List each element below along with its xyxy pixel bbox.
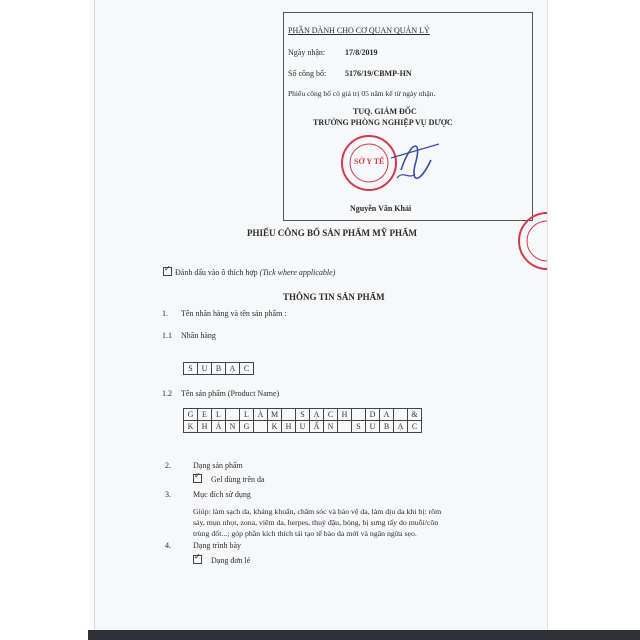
item3-line3: trùng đốt...; góp phần kích thích tái tạo tế bào da mới và ngăn ngừa sẹo. bbox=[193, 529, 417, 538]
item1-2-num: 1.2 bbox=[162, 389, 172, 398]
received-label: Ngày nhận: bbox=[288, 48, 326, 57]
item1-2-label: Tên sản phẩm (Product Name) bbox=[181, 389, 280, 398]
item3-line2: sảy, mụn nhọt, zona, viêm da, herpes, thuỷ đậu, bỏng, bị sưng tấy do muỗi/côn bbox=[193, 518, 439, 527]
item4-num: 4. bbox=[165, 541, 171, 550]
office-heading: PHẦN DÀNH CHO CƠ QUAN QUẢN LÝ bbox=[288, 26, 430, 35]
char-cell: M bbox=[268, 409, 282, 421]
number-label: Số công bố: bbox=[288, 69, 327, 78]
char-cell: C bbox=[324, 409, 338, 421]
char-cell: U bbox=[198, 363, 212, 375]
number-value: 5176/19/CBMP-HN bbox=[345, 69, 412, 78]
checkbox-icon bbox=[163, 267, 172, 276]
char-cell: U bbox=[366, 421, 380, 433]
product-name-grid bbox=[183, 408, 422, 433]
item4-option-text: Dạng đơn lẻ bbox=[211, 556, 251, 565]
document-page bbox=[94, 0, 548, 630]
char-cell: Ạ bbox=[394, 421, 408, 433]
signer-name: Nguyễn Văn Khải bbox=[350, 204, 412, 213]
stamp-label: SỞ Y TẾ bbox=[354, 157, 385, 166]
section-title: THÔNG TIN SẢN PHẨM bbox=[283, 292, 385, 302]
char-cell: Á bbox=[212, 421, 226, 433]
char-cell bbox=[394, 409, 408, 421]
item1-num: 1. bbox=[162, 309, 168, 318]
item4-label: Dạng trình bày bbox=[193, 541, 241, 550]
official-stamp-icon bbox=[331, 130, 441, 200]
signer-title-1: TUQ. GIÁM ĐỐC bbox=[353, 107, 417, 116]
checkbox-icon bbox=[193, 474, 202, 483]
char-cell: S bbox=[184, 363, 198, 375]
char-cell: D bbox=[366, 409, 380, 421]
char-cell bbox=[338, 421, 352, 433]
char-cell: & bbox=[408, 409, 422, 421]
char-cell: N bbox=[324, 421, 338, 433]
char-cell: N bbox=[226, 421, 240, 433]
item2-option-text: Gel dùng trên da bbox=[211, 475, 265, 484]
char-cell: Ạ bbox=[226, 363, 240, 375]
side-stamp-icon bbox=[515, 206, 547, 276]
char-cell: H bbox=[338, 409, 352, 421]
char-cell: Ẩ bbox=[310, 421, 324, 433]
item2-num: 2. bbox=[165, 461, 171, 470]
char-cell: G bbox=[184, 409, 198, 421]
char-cell: L bbox=[212, 409, 226, 421]
char-cell bbox=[352, 409, 366, 421]
char-cell: C bbox=[240, 363, 254, 375]
signer-title-2: TRƯỞNG PHÒNG NGHIỆP VỤ DƯỢC bbox=[313, 118, 453, 127]
char-cell: B bbox=[212, 363, 226, 375]
char-cell: L bbox=[240, 409, 254, 421]
item4-option bbox=[193, 555, 250, 565]
tick-note-en: (Tick where applicable) bbox=[259, 268, 336, 277]
char-cell: K bbox=[268, 421, 282, 433]
item2-label: Dạng sản phẩm bbox=[193, 461, 243, 470]
brand-name-grid bbox=[183, 362, 254, 375]
item3-num: 3. bbox=[165, 490, 171, 499]
received-value: 17/8/2019 bbox=[345, 48, 378, 57]
char-cell: C bbox=[408, 421, 422, 433]
item1-1-label: Nhãn hàng bbox=[181, 331, 216, 340]
document-title: PHIẾU CÔNG BỐ SẢN PHẨM MỸ PHẨM bbox=[247, 228, 417, 238]
tick-note-text: Đánh dấu vào ô thích hợp bbox=[175, 268, 258, 277]
checkbox-icon bbox=[193, 555, 202, 564]
char-cell: A bbox=[380, 409, 394, 421]
item1-1-num: 1.1 bbox=[162, 331, 172, 340]
char-cell: K bbox=[184, 421, 198, 433]
char-cell: Ạ bbox=[310, 409, 324, 421]
char-cell: S bbox=[296, 409, 310, 421]
char-cell: H bbox=[198, 421, 212, 433]
char-cell: À bbox=[254, 409, 268, 421]
bottom-edge-strip bbox=[88, 630, 640, 640]
char-cell bbox=[226, 409, 240, 421]
item2-option bbox=[193, 474, 265, 484]
char-cell bbox=[254, 421, 268, 433]
tick-note bbox=[163, 267, 335, 277]
item3-label: Mục đích sử dụng bbox=[193, 490, 251, 499]
char-cell: B bbox=[380, 421, 394, 433]
char-cell: G bbox=[240, 421, 254, 433]
item3-line1: Giúp: làm sạch da, kháng khuẩn, chăm sóc và bảo vệ da, làm dịu da khi bị: rôm bbox=[193, 507, 442, 516]
char-cell: H bbox=[282, 421, 296, 433]
char-cell: E bbox=[198, 409, 212, 421]
char-cell: U bbox=[296, 421, 310, 433]
char-cell bbox=[282, 409, 296, 421]
item1-label: Tên nhãn hàng và tên sản phẩm : bbox=[181, 309, 287, 318]
char-cell: S bbox=[352, 421, 366, 433]
validity-note: Phiếu công bố có giá trị 05 năm kể từ ngày nhận. bbox=[288, 89, 436, 98]
